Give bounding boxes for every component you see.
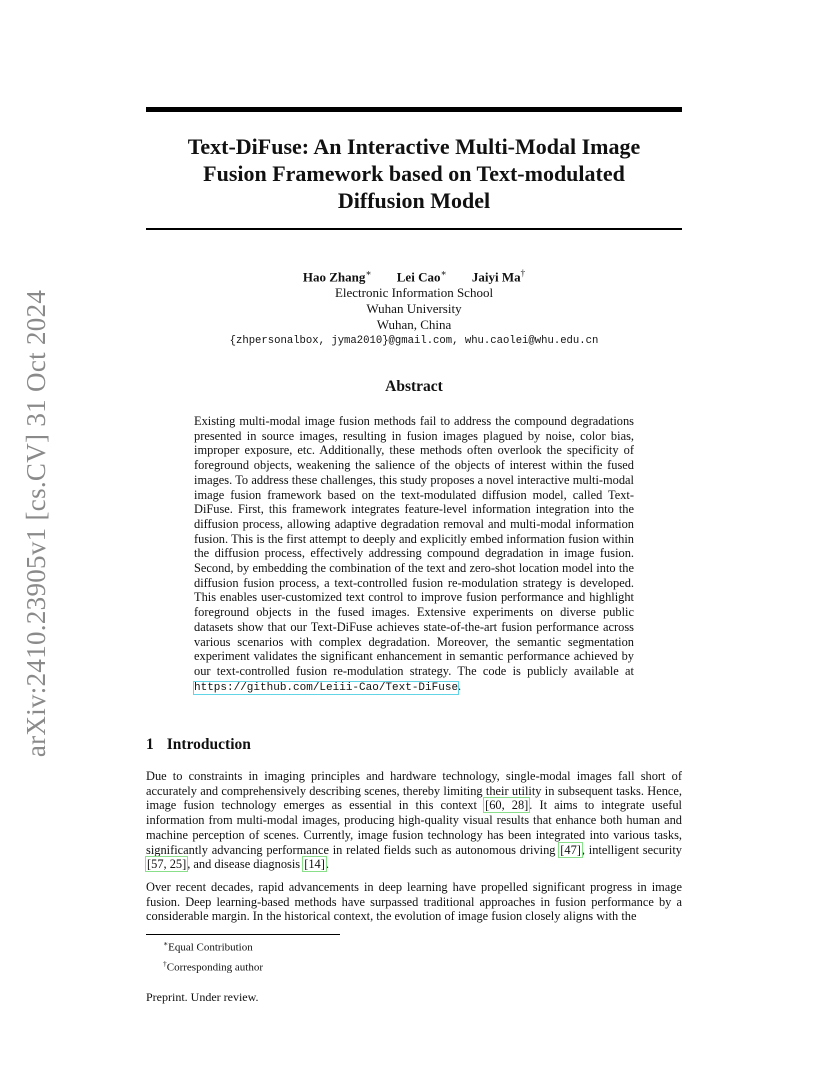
paragraph-text: . It aims to integrate useful information from multi-modal images, producing high-quality visual results that enhance both human and machine perception of scenes. Currently, image fusion technology has been integrated into various tasks, significantly advancing performance in related fields such as autonomous driving <box>146 798 682 857</box>
author-names <box>146 265 682 285</box>
author-mark: ∗ <box>440 268 447 278</box>
author-emails: {zhpersonalbox, jyma2010}@gmail.com, whu.caolei@whu.edu.cn <box>229 335 599 348</box>
footnote-text: Equal Contribution <box>168 941 253 954</box>
paragraph-text: , intelligent security <box>581 842 682 857</box>
affiliation-line: Wuhan, China <box>376 317 452 333</box>
author: Hao Zhang∗ <box>302 268 372 285</box>
section-heading-introduction <box>146 736 251 754</box>
title-line: Fusion Framework based on Text-modulated <box>203 161 625 186</box>
citation-link[interactable]: [57, 25] <box>147 857 187 872</box>
title-rule-bottom <box>146 228 682 230</box>
footnote-rule <box>146 934 340 935</box>
title-rule-top <box>146 107 682 112</box>
author-mark: † <box>520 268 526 278</box>
abstract-body <box>194 414 634 695</box>
code-link[interactable]: https://github.com/Leiii-Cao/Text-DiFuse <box>194 681 459 694</box>
title-line: Diffusion Model <box>337 188 491 213</box>
section-title: Introduction <box>166 736 251 753</box>
footnote <box>163 936 263 956</box>
author: Lei Cao∗ <box>396 268 447 285</box>
paragraph-text: . <box>325 857 329 872</box>
intro-paragraph-2: Over recent decades, rapid advancements in deep learning have propelled significant progress in image fusion. Deep learning-based methods have surpassed traditional approaches in fusion performance by a considerable margin. In the historical context, the evolution of image fusion closely aligns with the <box>146 880 682 924</box>
abstract-heading: Abstract <box>385 378 443 395</box>
footnote-mark: † <box>163 958 167 968</box>
footnote-text: Corresponding author <box>166 961 263 974</box>
affiliation-line: Electronic Information School <box>334 285 494 301</box>
author-mark: ∗ <box>365 268 372 278</box>
intro-paragraph-1 <box>146 769 682 872</box>
citation-link[interactable]: [14] <box>304 857 325 872</box>
author: Jaiyi Ma† <box>471 268 526 285</box>
title-line: Text-DiFuse: An Interactive Multi-Modal Image <box>187 134 641 159</box>
citation-link[interactable]: [60, 28] <box>485 798 529 813</box>
abstract-text: Existing multi-modal image fusion methods fail to address the compound degradations presented in source images, resulting in fusion images plagued by noise, color bias, improper exposure, etc. Additionally, these methods often overlook the specificity of foreground objects, weakening the salience of the objects of interest within the fused images. To address these challenges, this study proposes a novel interactive multi-modal image fusion framework based on the text-modulated diffusion model, called Text-DiFuse. First, this framework integrates feature-level information integration into the diffusion process, allowing adaptive degradation removal and multi-modal information fusion. This is the first attempt to deeply and explicitly embed information fusion within the diffusion process, effectively addressing compound degradation in image fusion. Second, by embedding the combination of the text and zero-shot location model into the diffusion fusion process, a text-controlled fusion re-modulation strategy is developed. This enables user-customized text control to improve fusion performance and highlight foreground objects in the fused images. Extensive experiments on diverse public datasets show that our Text-DiFuse achieves state-of-the-art fusion performance across various scenarios with complex degradation. Moreover, the semantic segmentation experiment validates the significant enhancement in semantic performance achieved by our text-controlled fusion re-modulation strategy. The code is publicly available at <box>194 414 634 678</box>
paragraph-text: , and disease diagnosis <box>187 857 304 872</box>
paragraph-text: Due to constraints in imaging principles and hardware technology, single-modal images fall short of accurately and comprehensively describing scenes, thereby limiting their utility in subsequent tasks. Hence, image fusion technology emerges as essential in this context <box>146 769 682 813</box>
footnote-mark: ∗ <box>163 939 169 948</box>
abstract-end: . <box>458 678 462 693</box>
arxiv-side-stamp <box>14 288 60 758</box>
author-block <box>146 265 682 349</box>
footnote <box>163 956 263 976</box>
section-number: 1 <box>146 736 154 753</box>
arxiv-identifier: arXiv:2410.23905v1 [cs.CV] 31 Oct 2024 <box>21 289 52 757</box>
affiliation-line: Wuhan University <box>366 301 462 317</box>
footnotes <box>163 936 263 975</box>
citation-link[interactable]: [47] <box>560 842 581 857</box>
paper-title <box>146 133 682 214</box>
preprint-note: Preprint. Under review. <box>146 990 259 1004</box>
